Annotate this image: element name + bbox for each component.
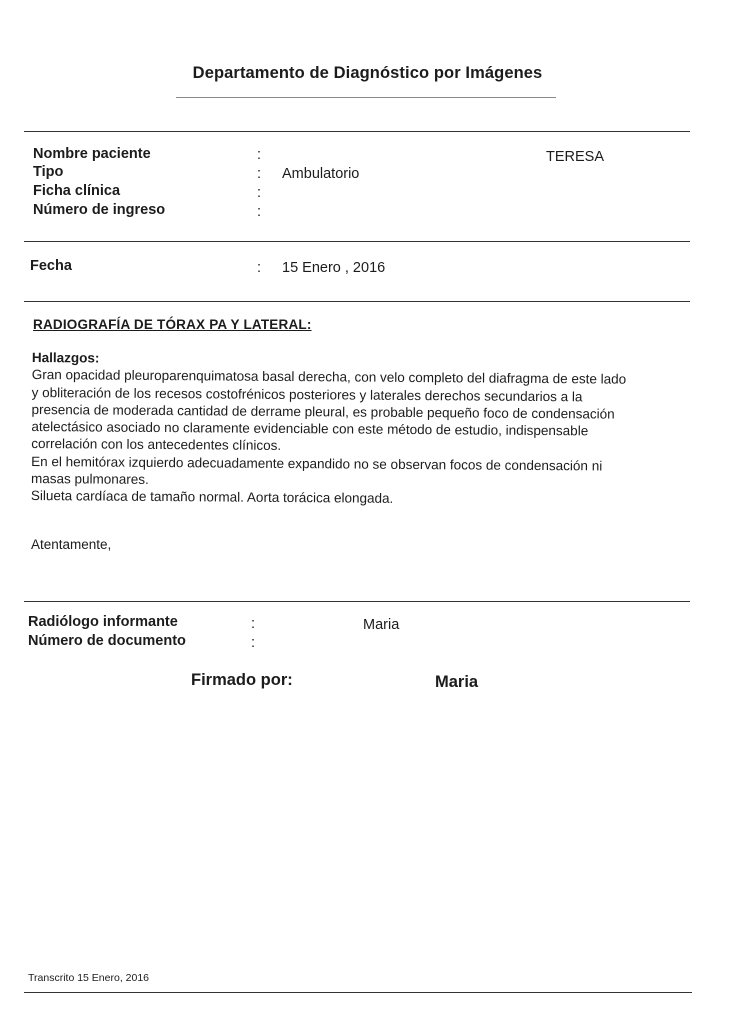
divider-date bbox=[24, 301, 690, 302]
clinical-record-colon: : bbox=[257, 185, 262, 201]
divider-top bbox=[24, 131, 690, 132]
patient-type-label: Tipo bbox=[33, 164, 64, 180]
clinical-record-label: Ficha clínica bbox=[33, 183, 121, 199]
report-title: RADIOGRAFÍA DE TÓRAX PA Y LATERAL: bbox=[33, 317, 312, 332]
patient-type-value: Ambulatorio bbox=[282, 166, 360, 182]
findings-line: Silueta cardíaca de tamaño normal. Aorta torácica elongada. bbox=[30, 488, 394, 507]
findings-line: En el hemitórax izquierdo adecuadamente expandido no se observan focos de condensación ni bbox=[31, 453, 603, 474]
page-title: Departamento de Diagnóstico por Imágenes bbox=[192, 64, 543, 82]
divider-footer bbox=[24, 992, 692, 993]
findings-block bbox=[31, 349, 704, 510]
closing-text: Atentamente, bbox=[31, 537, 112, 552]
radiologist-value: Maria bbox=[363, 617, 400, 633]
findings-line: atelectásico asociado no claramente evidenciable con este método de estudio, indispensable bbox=[31, 419, 589, 439]
divider-signature bbox=[24, 601, 690, 602]
patient-name-colon: : bbox=[257, 147, 262, 163]
transcription-note: Transcrito 15 Enero, 2016 bbox=[28, 972, 150, 984]
patient-type-colon: : bbox=[257, 166, 262, 182]
radiologist-colon: : bbox=[251, 616, 256, 632]
patient-name-value: TERESA bbox=[546, 149, 605, 165]
date-value: 15 Enero , 2016 bbox=[282, 260, 386, 276]
date-label: Fecha bbox=[30, 258, 72, 274]
findings-line: masas pulmonares. bbox=[30, 471, 149, 487]
title-underline bbox=[176, 97, 556, 98]
admission-number-colon: : bbox=[257, 204, 262, 220]
date-colon: : bbox=[257, 260, 262, 276]
document-number-label: Número de documento bbox=[28, 633, 186, 649]
findings-line: presencia de moderada cantidad de derrame pleural, es probable pequeño foco de condensación bbox=[31, 401, 615, 422]
divider-patient bbox=[24, 241, 690, 242]
findings-heading: Hallazgos: bbox=[31, 349, 100, 366]
findings-line: y obliteración de los recesos costofrénicos posteriores y laterales derechos secundarios a la bbox=[31, 384, 583, 404]
admission-number-label: Número de ingreso bbox=[33, 202, 166, 218]
findings-line: correlación con los antecedentes clínicos. bbox=[31, 436, 282, 454]
findings-line: Gran opacidad pleuroparenquimatosa basal derecha, con velo completo del diafragma de este lado bbox=[31, 367, 627, 387]
document-number-colon: : bbox=[251, 635, 256, 651]
patient-name-label: Nombre paciente bbox=[33, 146, 151, 162]
radiologist-label: Radiólogo informante bbox=[28, 614, 178, 630]
signed-by-label: Firmado por: bbox=[191, 671, 293, 689]
signed-by-value: Maria bbox=[435, 673, 479, 691]
